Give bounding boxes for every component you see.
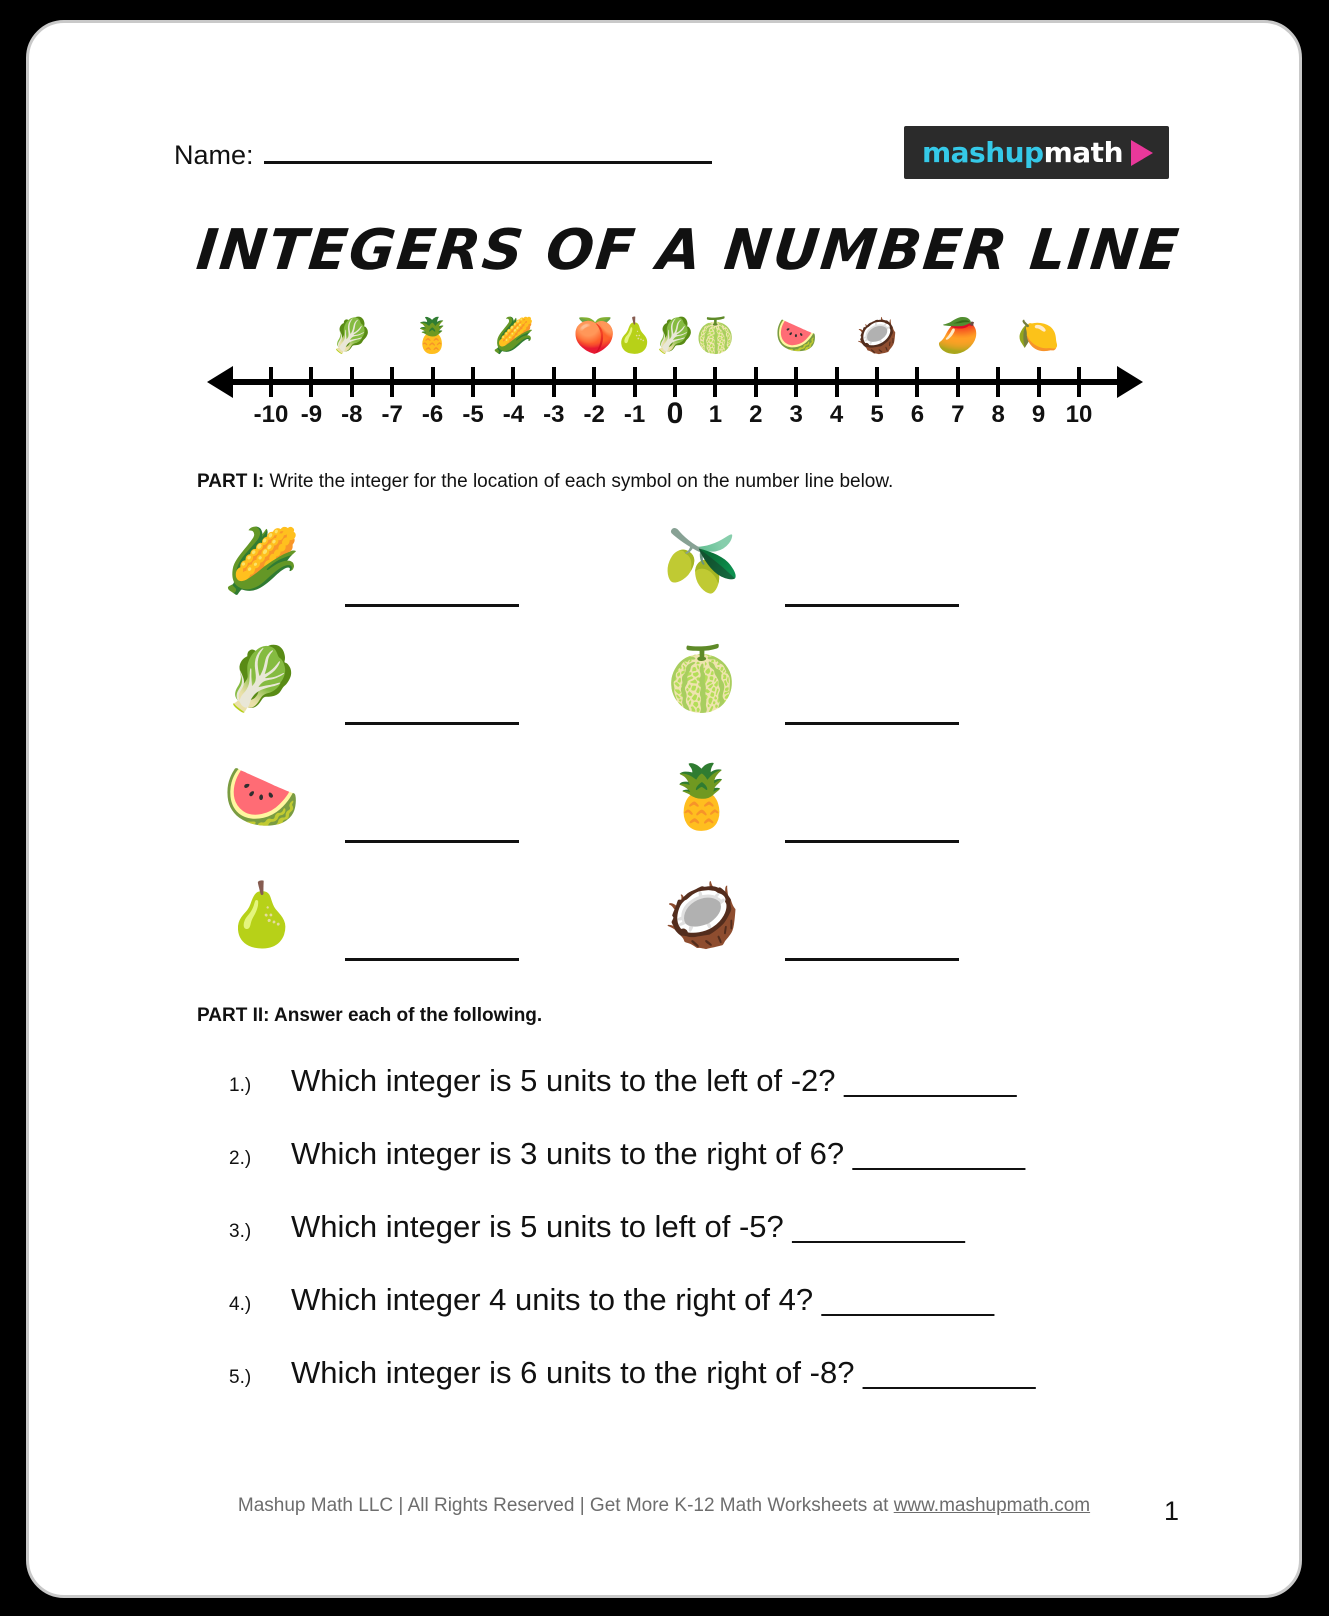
answer-blank[interactable] (785, 721, 959, 725)
symbol-row (637, 503, 1067, 621)
tick-mark (1037, 367, 1041, 397)
coconut-icon: 🥥 (855, 317, 899, 355)
footer-text: Mashup Math LLC | All Rights Reserved | Get More K-12 Math Worksheets at (237, 1495, 894, 1516)
arrow-left-icon (207, 366, 233, 398)
tick-mark (309, 367, 313, 397)
part-1-symbols (197, 503, 1137, 983)
tick-mark (754, 367, 758, 397)
tick-mark (390, 367, 394, 397)
tick-label: 1 (708, 401, 723, 428)
page-number: 1 (1163, 1496, 1179, 1526)
lettuce-icon: 🥬 (330, 317, 373, 355)
question-row (229, 1282, 1209, 1318)
tick-label: 9 (1031, 401, 1046, 428)
tick-label: 7 (951, 401, 965, 428)
tick-label: -5 (462, 401, 484, 428)
answer-blank[interactable] (785, 957, 959, 961)
part-1-label: PART I: (197, 471, 265, 492)
tick-label: -3 (543, 401, 565, 428)
lemon-icon: 🍋 (1017, 317, 1060, 355)
papaya-icon: 🥭 (936, 317, 979, 355)
tick-mark (956, 367, 960, 397)
coconut-icon: 🥥 (663, 881, 741, 950)
tick-mark (552, 367, 556, 397)
symbol-row (197, 739, 627, 857)
tick-label: -7 (381, 401, 403, 428)
footer-link[interactable]: www.mashupmath.com (893, 1495, 1091, 1516)
tick-label: 5 (870, 401, 884, 428)
mashup-math-logo (904, 126, 1169, 179)
tick-label: -2 (583, 401, 605, 428)
symbol-row (637, 621, 1067, 739)
answer-blank[interactable] (345, 839, 519, 843)
symbol-row (637, 857, 1067, 975)
tick-mark (592, 367, 596, 397)
peach-icon: 🍑 (573, 317, 616, 355)
tick-mark (633, 367, 637, 397)
pear-icon: 🍐 (223, 881, 301, 950)
question-text[interactable]: Which integer is 5 units to left of -5? __________ (291, 1209, 965, 1244)
melon-icon: 🍈 (663, 645, 741, 714)
tick-mark (269, 367, 273, 397)
part-1-instruction: Write the integer for the location of each symbol on the number line below. (264, 471, 894, 492)
part-1-heading (197, 471, 893, 493)
symbol-row (197, 503, 627, 621)
tick-label: -6 (421, 401, 444, 428)
tick-mark (511, 367, 515, 397)
watermelon-icon: 🍉 (223, 763, 301, 832)
beet-icon: 🫒 (663, 527, 741, 596)
corn-icon: 🌽 (223, 527, 301, 596)
question-row (229, 1209, 1209, 1245)
name-field-row (174, 138, 712, 171)
question-row (229, 1136, 1209, 1172)
answer-blank[interactable] (785, 839, 959, 843)
play-triangle-icon (1131, 140, 1153, 166)
question-row (229, 1355, 1209, 1391)
answer-blank[interactable] (345, 721, 519, 725)
page-title: INTEGERS OF A NUMBER LINE (193, 218, 1184, 283)
pineapple-icon: 🍍 (663, 763, 741, 832)
question-text[interactable]: Which integer 4 units to the right of 4? __________ (291, 1282, 995, 1317)
question-number: 1.) (229, 1075, 252, 1096)
footer (29, 1495, 1299, 1517)
number-line (225, 317, 1125, 448)
logo-math-text: math (1043, 136, 1123, 169)
tick-mark (794, 367, 798, 397)
symbol-column-right (637, 503, 1067, 975)
tick-mark (1077, 367, 1081, 397)
question-number: 3.) (229, 1221, 252, 1242)
tick-mark (350, 367, 354, 397)
symbol-row (637, 739, 1067, 857)
logo-text (922, 136, 1123, 169)
tick-mark (713, 367, 717, 397)
tick-mark (431, 367, 435, 397)
tick-label: 6 (910, 401, 925, 428)
tick-mark (835, 367, 839, 397)
tick-label: -9 (300, 401, 323, 428)
arrow-right-icon (1117, 366, 1143, 398)
symbol-row (197, 857, 627, 975)
question-number: 2.) (229, 1148, 252, 1169)
pineapple-icon: 🍍 (411, 317, 454, 355)
question-text[interactable]: Which integer is 3 units to the right of 6? __________ (291, 1136, 1026, 1171)
answer-blank[interactable] (785, 603, 959, 607)
beet-icon: 🥬 (653, 317, 697, 355)
corn-icon: 🌽 (492, 317, 535, 355)
worksheet-page (26, 20, 1302, 1598)
tick-mark (915, 367, 919, 397)
question-row (229, 1063, 1209, 1099)
name-input-line[interactable] (264, 138, 712, 164)
tick-label: 4 (829, 401, 844, 428)
question-number: 5.) (229, 1367, 252, 1388)
lettuce-icon: 🥬 (223, 645, 301, 714)
answer-blank[interactable] (345, 957, 519, 961)
tick-label: 3 (789, 401, 803, 428)
tick-label: 0 (666, 397, 684, 430)
tick-label: 2 (749, 401, 763, 428)
tick-label: -4 (502, 401, 525, 428)
question-number: 4.) (229, 1294, 252, 1315)
question-text[interactable]: Which integer is 5 units to the left of -2? __________ (291, 1063, 1017, 1098)
tick-label: 10 (1065, 401, 1093, 428)
tick-label: 8 (991, 401, 1005, 428)
tick-label: -8 (341, 401, 363, 428)
tick-mark (996, 367, 1000, 397)
tick-mark (673, 367, 677, 397)
symbol-column-left (197, 503, 627, 975)
worksheet-sheet (29, 23, 1299, 1595)
tick-label: -10 (253, 401, 289, 428)
part-2-questions (229, 1063, 1209, 1428)
melon-icon: 🍈 (694, 317, 737, 355)
part-2-heading: PART II: Answer each of the following. (197, 1005, 543, 1026)
watermelon-icon: 🍉 (775, 317, 818, 355)
pear-icon: 🍐 (613, 317, 656, 355)
logo-mashup-text: mashup (921, 136, 1044, 169)
question-text[interactable]: Which integer is 6 units to the right of -8? __________ (291, 1355, 1036, 1390)
tick-mark (875, 367, 879, 397)
tick-label: -1 (623, 401, 646, 428)
symbol-row (197, 621, 627, 739)
answer-blank[interactable] (345, 603, 519, 607)
tick-mark (471, 367, 475, 397)
name-label: Name: (174, 140, 254, 170)
